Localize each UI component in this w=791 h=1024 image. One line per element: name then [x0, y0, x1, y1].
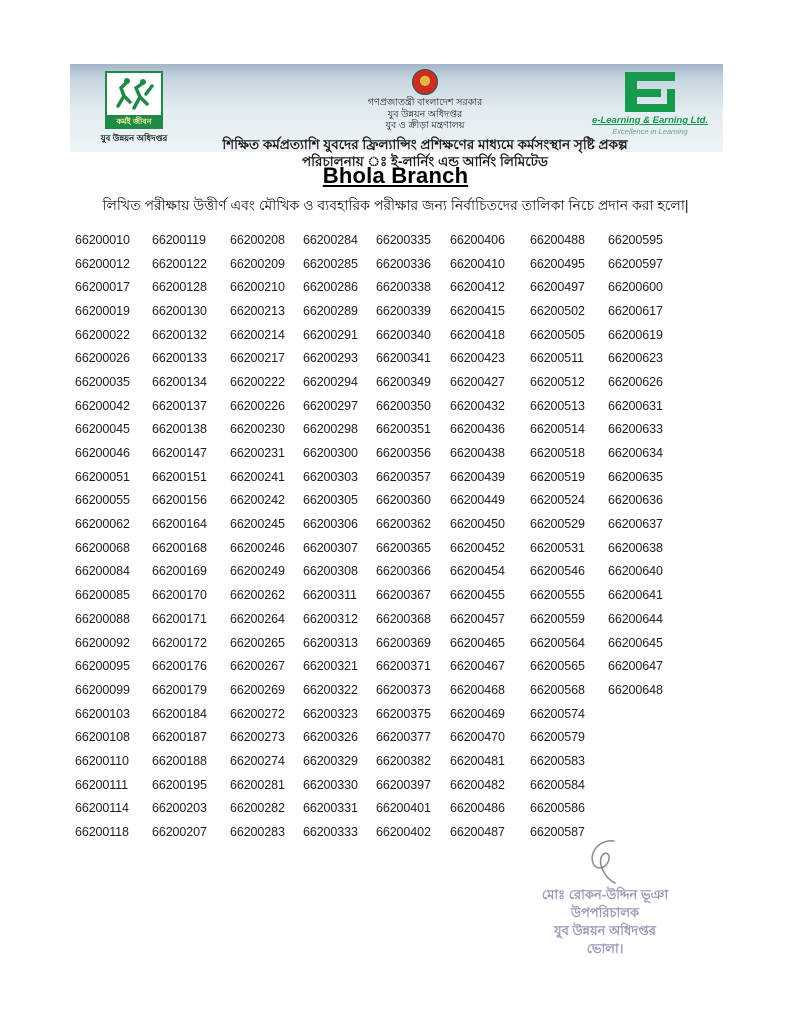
roll-number: 66200555 — [530, 588, 585, 603]
roll-number: 66200187 — [152, 730, 207, 745]
roll-number: 66200524 — [530, 493, 585, 508]
roll-number: 66200055 — [75, 493, 130, 508]
roll-number: 66200273 — [230, 730, 285, 745]
roll-number: 66200488 — [530, 232, 585, 247]
roll-number: 66200108 — [75, 730, 130, 745]
page-title: Bhola Branch — [322, 163, 469, 188]
roll-number: 66200505 — [530, 327, 585, 342]
roll-number: 66200511 — [530, 351, 584, 366]
roll-number: 66200402 — [376, 825, 431, 840]
roll-number: 66200322 — [303, 682, 358, 697]
roll-number: 66200226 — [230, 398, 285, 413]
roll-number: 66200634 — [608, 446, 663, 461]
elearning-tagline: Excellence in Learning — [612, 127, 688, 136]
roll-number: 66200377 — [376, 730, 431, 745]
roll-number: 66200137 — [152, 398, 207, 413]
roll-number: 66200262 — [230, 588, 285, 603]
roll-number: 66200203 — [152, 801, 207, 816]
roll-number: 66200369 — [376, 635, 431, 650]
signatory-location: ভোলা। — [586, 941, 624, 956]
roll-number: 66200132 — [152, 327, 207, 342]
roll-number: 66200418 — [450, 327, 505, 342]
roll-number: 66200207 — [152, 825, 207, 840]
roll-number: 66200513 — [530, 398, 585, 413]
roll-number: 66200213 — [230, 303, 285, 318]
roll-number: 66200085 — [75, 588, 130, 603]
roll-number: 66200307 — [303, 540, 358, 555]
roll-number: 66200208 — [230, 232, 285, 247]
elearning-logo — [582, 72, 718, 136]
roll-number: 66200164 — [152, 517, 207, 532]
roll-number: 66200373 — [376, 682, 431, 697]
roll-number: 66200084 — [75, 564, 130, 579]
roll-number: 66200454 — [450, 564, 505, 579]
roll-number: 66200502 — [530, 303, 585, 318]
roll-number: 66200245 — [230, 517, 285, 532]
roll-number: 66200095 — [75, 659, 130, 674]
roll-number: 66200623 — [608, 351, 663, 366]
project-operator-line: পরিচালনায় ঃ ই-লার্নিং এন্ড আর্নিং লিমিটেড — [302, 153, 548, 169]
roll-number: 66200264 — [230, 611, 285, 626]
logo-band-label: কর্মই জীবন — [105, 115, 163, 129]
roll-number: 66200638 — [608, 540, 663, 555]
roll-number: 66200291 — [303, 327, 358, 342]
roll-number: 66200481 — [450, 753, 505, 768]
roll-number: 66200367 — [376, 588, 431, 603]
roll-number: 66200210 — [230, 280, 285, 295]
roll-number: 66200349 — [376, 374, 431, 389]
roll-number: 66200303 — [303, 469, 358, 484]
roll-number: 66200357 — [376, 469, 431, 484]
roll-number: 66200222 — [230, 374, 285, 389]
roll-number: 66200597 — [608, 256, 663, 271]
roll-number-grid — [75, 228, 670, 844]
roll-number: 66200170 — [152, 588, 207, 603]
roll-number: 66200637 — [608, 517, 663, 532]
roll-number: 66200010 — [75, 232, 130, 247]
govt-line-2: যুব উন্নয়ন অধিদপ্তর — [387, 108, 463, 120]
roll-number: 66200111 — [75, 777, 128, 792]
roll-number: 66200311 — [303, 588, 357, 603]
roll-number: 66200168 — [152, 540, 207, 555]
roll-number: 66200289 — [303, 303, 358, 318]
roll-number: 66200401 — [376, 801, 431, 816]
roll-number: 66200231 — [230, 446, 285, 461]
roll-number: 66200487 — [450, 825, 505, 840]
roll-number: 66200331 — [303, 801, 358, 816]
signatory-office: যুব উন্নয়ন অধিদপ্তর — [554, 923, 656, 938]
roll-number: 66200636 — [608, 493, 663, 508]
roll-number: 66200298 — [303, 422, 358, 437]
roll-number: 66200217 — [230, 351, 285, 366]
roll-number: 66200645 — [608, 635, 663, 650]
roll-number: 66200439 — [450, 469, 505, 484]
roll-number: 66200368 — [376, 611, 431, 626]
roll-number: 66200640 — [608, 564, 663, 579]
roll-number: 66200110 — [75, 753, 129, 768]
roll-number: 66200467 — [450, 659, 505, 674]
roll-number: 66200565 — [530, 659, 585, 674]
roll-number: 66200336 — [376, 256, 431, 271]
roll-number: 66200529 — [530, 517, 585, 532]
roll-number: 66200465 — [450, 635, 505, 650]
roll-number: 66200329 — [303, 753, 358, 768]
roll-number: 66200450 — [450, 517, 505, 532]
roll-number: 66200365 — [376, 540, 431, 555]
roll-number: 66200587 — [530, 825, 585, 840]
roll-number: 66200118 — [75, 825, 129, 840]
roll-number: 66200644 — [608, 611, 663, 626]
roll-number: 66200600 — [608, 280, 663, 295]
roll-number: 66200423 — [450, 351, 505, 366]
roll-number: 66200286 — [303, 280, 358, 295]
roll-number: 66200241 — [230, 469, 285, 484]
roll-number: 66200169 — [152, 564, 207, 579]
roll-number: 66200019 — [75, 303, 130, 318]
roll-number: 66200595 — [608, 232, 663, 247]
roll-number: 66200579 — [530, 730, 585, 745]
roll-number: 66200184 — [152, 706, 207, 721]
roll-number: 66200382 — [376, 753, 431, 768]
roll-number: 66200114 — [75, 801, 129, 816]
roll-number: 66200366 — [376, 564, 431, 579]
roll-number: 66200046 — [75, 446, 130, 461]
roll-number: 66200172 — [152, 635, 207, 650]
signatory-designation: উপপরিচালক — [570, 905, 640, 920]
roll-number: 66200285 — [303, 256, 358, 271]
roll-number: 66200294 — [303, 374, 358, 389]
roll-number: 66200312 — [303, 611, 358, 626]
roll-number: 66200586 — [530, 801, 585, 816]
roll-number: 66200617 — [608, 303, 663, 318]
roll-number: 66200438 — [450, 446, 505, 461]
roll-number: 66200432 — [450, 398, 505, 413]
roll-number: 66200128 — [152, 280, 207, 295]
roll-number: 66200265 — [230, 635, 285, 650]
roll-number: 66200341 — [376, 351, 431, 366]
roll-number: 66200156 — [152, 493, 207, 508]
roll-number: 66200333 — [303, 825, 358, 840]
roll-number: 66200626 — [608, 374, 663, 389]
roll-number: 66200042 — [75, 398, 130, 413]
roll-number: 66200151 — [152, 469, 207, 484]
roll-number: 66200375 — [376, 706, 431, 721]
roll-number: 66200134 — [152, 374, 207, 389]
roll-number: 66200313 — [303, 635, 358, 650]
roll-number: 66200274 — [230, 753, 285, 768]
roll-number: 66200246 — [230, 540, 285, 555]
roll-number: 66200495 — [530, 256, 585, 271]
roll-number: 66200397 — [376, 777, 431, 792]
roll-number: 66200360 — [376, 493, 431, 508]
roll-number: 66200088 — [75, 611, 130, 626]
roll-number: 66200214 — [230, 327, 285, 342]
roll-number: 66200648 — [608, 682, 663, 697]
signature-block — [500, 838, 710, 958]
roll-number: 66200284 — [303, 232, 358, 247]
roll-number: 66200469 — [450, 706, 505, 721]
roll-number: 66200282 — [230, 801, 285, 816]
roll-number: 66200339 — [376, 303, 431, 318]
govt-line-1: গণপ্রজাতন্ত্রী বাংলাদেশ সরকার — [367, 97, 483, 108]
logo-caption: যুব উন্নয়ন অধিদপ্তর — [100, 133, 168, 143]
elearning-e-icon — [625, 72, 675, 112]
roll-number: 66200281 — [230, 777, 285, 792]
roll-number: 66200518 — [530, 446, 585, 461]
govt-line-3: যুব ও ক্রীড়া মন্ত্রণালয় — [385, 120, 465, 131]
roll-number: 66200323 — [303, 706, 358, 721]
roll-number: 66200564 — [530, 635, 585, 650]
roll-number: 66200326 — [303, 730, 358, 745]
roll-number: 66200147 — [152, 446, 207, 461]
roll-number: 66200412 — [450, 280, 505, 295]
page-subtitle: লিখিত পরীক্ষায় উত্তীর্ণ এবং মৌখিক ও ব্যবহারিক পরীক্ষার জন্য নির্বাচিতদের তালিকা নিচে প্রদান করা হলো| — [102, 197, 689, 213]
roll-number: 66200356 — [376, 446, 431, 461]
roll-number: 66200242 — [230, 493, 285, 508]
roll-number: 66200330 — [303, 777, 358, 792]
header-banner — [70, 64, 723, 169]
roll-number: 66200051 — [75, 469, 130, 484]
roll-number: 66200410 — [450, 256, 505, 271]
roll-number: 66200068 — [75, 540, 130, 555]
roll-number: 66200195 — [152, 777, 207, 792]
roll-number: 66200340 — [376, 327, 431, 342]
roll-number: 66200583 — [530, 753, 585, 768]
roll-number: 66200338 — [376, 280, 431, 295]
roll-number: 66200045 — [75, 422, 130, 437]
roll-number: 66200406 — [450, 232, 505, 247]
roll-number: 66200497 — [530, 280, 585, 295]
roll-number: 66200519 — [530, 469, 585, 484]
roll-number: 66200635 — [608, 469, 663, 484]
roll-number: 66200138 — [152, 422, 207, 437]
roll-number: 66200269 — [230, 682, 285, 697]
roll-number: 66200415 — [450, 303, 505, 318]
roll-number: 66200272 — [230, 706, 285, 721]
roll-number: 66200647 — [608, 659, 663, 674]
roll-number: 66200209 — [230, 256, 285, 271]
roll-number: 66200449 — [450, 493, 505, 508]
roll-number: 66200249 — [230, 564, 285, 579]
roll-number: 66200267 — [230, 659, 285, 674]
roll-number: 66200297 — [303, 398, 358, 413]
roll-number: 66200171 — [152, 611, 207, 626]
roll-number: 66200362 — [376, 517, 431, 532]
roll-number: 66200371 — [376, 659, 431, 674]
roll-number: 66200427 — [450, 374, 505, 389]
roll-number: 66200026 — [75, 351, 130, 366]
roll-number: 66200103 — [75, 706, 130, 721]
roll-number: 66200455 — [450, 588, 505, 603]
running-figures-icon — [105, 71, 163, 115]
roll-number: 66200568 — [530, 682, 585, 697]
roll-number: 66200035 — [75, 374, 130, 389]
roll-number: 66200436 — [450, 422, 505, 437]
roll-number: 66200306 — [303, 517, 358, 532]
roll-number: 66200230 — [230, 422, 285, 437]
roll-number: 66200482 — [450, 777, 505, 792]
elearning-company-name: e-Learning & Earning Ltd. — [591, 115, 709, 126]
roll-number: 66200468 — [450, 682, 505, 697]
roll-number: 66200293 — [303, 351, 358, 366]
roll-number: 66200283 — [230, 825, 285, 840]
handwritten-signature — [582, 838, 628, 884]
roll-number: 66200122 — [152, 256, 207, 271]
roll-number: 66200470 — [450, 730, 505, 745]
roll-number: 66200486 — [450, 801, 505, 816]
roll-number: 66200559 — [530, 611, 585, 626]
roll-number: 66200351 — [376, 422, 431, 437]
roll-number: 66200305 — [303, 493, 358, 508]
roll-number: 66200012 — [75, 256, 130, 271]
roll-number: 66200531 — [530, 540, 585, 555]
roll-number: 66200179 — [152, 682, 207, 697]
roll-number: 66200130 — [152, 303, 207, 318]
roll-number: 66200457 — [450, 611, 505, 626]
roll-number: 66200308 — [303, 564, 358, 579]
roll-number: 66200574 — [530, 706, 585, 721]
project-title-line: শিক্ষিত কর্মপ্রত্যাশি যুবদের ফ্রিল্যান্সিং প্রশিক্ষণের মাধ্যমে কর্মসংস্থান সৃষ্টি প্রকল্প — [222, 136, 628, 152]
signatory-name: মোঃ রোকন-উদ্দিন ভূঞা — [541, 887, 669, 902]
roll-number: 66200546 — [530, 564, 585, 579]
roll-number: 66200133 — [152, 351, 207, 366]
roll-number: 66200512 — [530, 374, 585, 389]
roll-number: 66200350 — [376, 398, 431, 413]
roll-number: 66200452 — [450, 540, 505, 555]
roll-number: 66200631 — [608, 398, 663, 413]
roll-number: 66200188 — [152, 753, 207, 768]
roll-number: 66200017 — [75, 280, 130, 295]
roll-number: 66200514 — [530, 422, 585, 437]
roll-number: 66200321 — [303, 659, 358, 674]
roll-number: 66200300 — [303, 446, 358, 461]
roll-number: 66200633 — [608, 422, 663, 437]
roll-number: 66200062 — [75, 517, 130, 532]
roll-number: 66200641 — [608, 588, 663, 603]
roll-number: 66200584 — [530, 777, 585, 792]
roll-number: 66200092 — [75, 635, 130, 650]
roll-number: 66200176 — [152, 659, 207, 674]
roll-number: 66200022 — [75, 327, 130, 342]
roll-number: 66200119 — [152, 232, 206, 247]
roll-number: 66200099 — [75, 682, 130, 697]
bangladesh-govt-emblem-icon — [412, 69, 438, 95]
roll-number: 66200335 — [376, 232, 431, 247]
roll-number: 66200619 — [608, 327, 663, 342]
